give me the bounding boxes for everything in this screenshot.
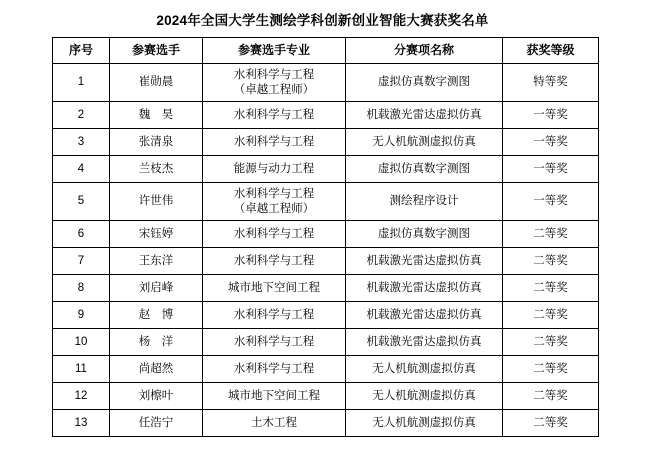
cell-major xyxy=(203,183,346,221)
cell-participant-name: 王东洋 xyxy=(110,248,203,275)
cell-award-level: 二等奖 xyxy=(503,329,599,356)
page-title: 2024年全国大学生测绘学科创新创业智能大赛获奖名单 xyxy=(156,13,489,28)
cell-major xyxy=(203,383,346,410)
table-row xyxy=(53,183,599,221)
cell-award-level: 一等奖 xyxy=(503,156,599,183)
cell-award-level: 二等奖 xyxy=(503,221,599,248)
cell-competition-item: 机载激光雷达虚拟仿真 xyxy=(346,102,503,129)
cell-no: 5 xyxy=(53,183,110,221)
major-line-1: 水利科学与工程 xyxy=(233,254,315,267)
cell-participant-name: 兰枝杰 xyxy=(110,156,203,183)
cell-award-level: 二等奖 xyxy=(503,302,599,329)
table-row xyxy=(53,102,599,129)
cell-no: 2 xyxy=(53,102,110,129)
cell-major xyxy=(203,275,346,302)
major-line-1: 能源与动力工程 xyxy=(233,162,315,175)
cell-award-level: 一等奖 xyxy=(503,183,599,221)
table-row xyxy=(53,221,599,248)
cell-competition-item: 无人机航测虚拟仿真 xyxy=(346,410,503,437)
cell-major xyxy=(203,129,346,156)
cell-competition-item: 测绘程序设计 xyxy=(346,183,503,221)
column-header-no: 序号 xyxy=(53,38,110,64)
major-line-1: 水利科学与工程 xyxy=(233,227,315,240)
table-row xyxy=(53,410,599,437)
table-row xyxy=(53,302,599,329)
cell-competition-item: 虚拟仿真数字测图 xyxy=(346,156,503,183)
cell-competition-item: 机载激光雷达虚拟仿真 xyxy=(346,302,503,329)
cell-competition-item: 无人机航测虚拟仿真 xyxy=(346,356,503,383)
cell-competition-item: 虚拟仿真数字测图 xyxy=(346,64,503,102)
cell-major xyxy=(203,64,346,102)
major-line-1: 水利科学与工程 xyxy=(233,335,315,348)
major-line-2: （卓越工程师） xyxy=(233,202,315,215)
cell-no: 6 xyxy=(53,221,110,248)
cell-no: 8 xyxy=(53,275,110,302)
cell-major xyxy=(203,410,346,437)
column-header-major: 参赛选手专业 xyxy=(203,38,346,64)
cell-award-level: 二等奖 xyxy=(503,410,599,437)
table-row xyxy=(53,64,599,102)
cell-no: 13 xyxy=(53,410,110,437)
major-line-1: 水利科学与工程 xyxy=(233,68,315,81)
column-header-level: 获奖等级 xyxy=(503,38,599,64)
cell-competition-item: 虚拟仿真数字测图 xyxy=(346,221,503,248)
cell-award-level: 二等奖 xyxy=(503,248,599,275)
major-line-1: 水利科学与工程 xyxy=(233,108,315,121)
cell-competition-item: 无人机航测虚拟仿真 xyxy=(346,383,503,410)
cell-participant-name: 任浩宁 xyxy=(110,410,203,437)
cell-participant-name: 杨 洋 xyxy=(110,329,203,356)
cell-major xyxy=(203,329,346,356)
cell-no: 3 xyxy=(53,129,110,156)
cell-no: 11 xyxy=(53,356,110,383)
cell-major xyxy=(203,102,346,129)
cell-competition-item: 机载激光雷达虚拟仿真 xyxy=(346,329,503,356)
cell-no: 12 xyxy=(53,383,110,410)
cell-competition-item: 机载激光雷达虚拟仿真 xyxy=(346,275,503,302)
cell-no: 1 xyxy=(53,64,110,102)
major-line-2: （卓越工程师） xyxy=(233,83,315,96)
major-line-1: 水利科学与工程 xyxy=(233,362,315,375)
cell-no: 10 xyxy=(53,329,110,356)
cell-no: 7 xyxy=(53,248,110,275)
cell-award-level: 一等奖 xyxy=(503,102,599,129)
cell-participant-name: 赵 博 xyxy=(110,302,203,329)
cell-major xyxy=(203,356,346,383)
column-header-item: 分赛项名称 xyxy=(346,38,503,64)
cell-no: 9 xyxy=(53,302,110,329)
cell-participant-name: 魏 昊 xyxy=(110,102,203,129)
award-table-container xyxy=(0,37,645,437)
table-row xyxy=(53,248,599,275)
cell-award-level: 二等奖 xyxy=(503,356,599,383)
major-line-1: 水利科学与工程 xyxy=(233,187,315,200)
cell-competition-item: 无人机航测虚拟仿真 xyxy=(346,129,503,156)
table-body xyxy=(53,64,599,437)
major-line-1: 城市地下空间工程 xyxy=(228,281,320,294)
table-row xyxy=(53,129,599,156)
major-line-1: 水利科学与工程 xyxy=(233,135,315,148)
table-row xyxy=(53,156,599,183)
cell-major xyxy=(203,221,346,248)
table-row xyxy=(53,383,599,410)
cell-participant-name: 尚超然 xyxy=(110,356,203,383)
cell-award-level: 特等奖 xyxy=(503,64,599,102)
cell-participant-name: 刘启峰 xyxy=(110,275,203,302)
cell-award-level: 二等奖 xyxy=(503,275,599,302)
cell-participant-name: 宋钰婷 xyxy=(110,221,203,248)
cell-competition-item: 机载激光雷达虚拟仿真 xyxy=(346,248,503,275)
major-line-1: 城市地下空间工程 xyxy=(228,389,320,402)
cell-award-level: 一等奖 xyxy=(503,129,599,156)
cell-participant-name: 刘檫叶 xyxy=(110,383,203,410)
column-header-name: 参赛选手 xyxy=(110,38,203,64)
cell-no: 4 xyxy=(53,156,110,183)
cell-major xyxy=(203,156,346,183)
cell-major xyxy=(203,248,346,275)
cell-participant-name: 许世伟 xyxy=(110,183,203,221)
major-line-1: 土木工程 xyxy=(251,416,297,429)
cell-participant-name: 张清泉 xyxy=(110,129,203,156)
major-line-1: 水利科学与工程 xyxy=(233,308,315,321)
cell-award-level: 二等奖 xyxy=(503,383,599,410)
table-row xyxy=(53,356,599,383)
table-row xyxy=(53,329,599,356)
table-header-row xyxy=(53,38,599,64)
cell-participant-name: 崔勋晨 xyxy=(110,64,203,102)
table-row xyxy=(53,275,599,302)
cell-major xyxy=(203,302,346,329)
table-header xyxy=(53,38,599,64)
award-table xyxy=(52,37,599,437)
